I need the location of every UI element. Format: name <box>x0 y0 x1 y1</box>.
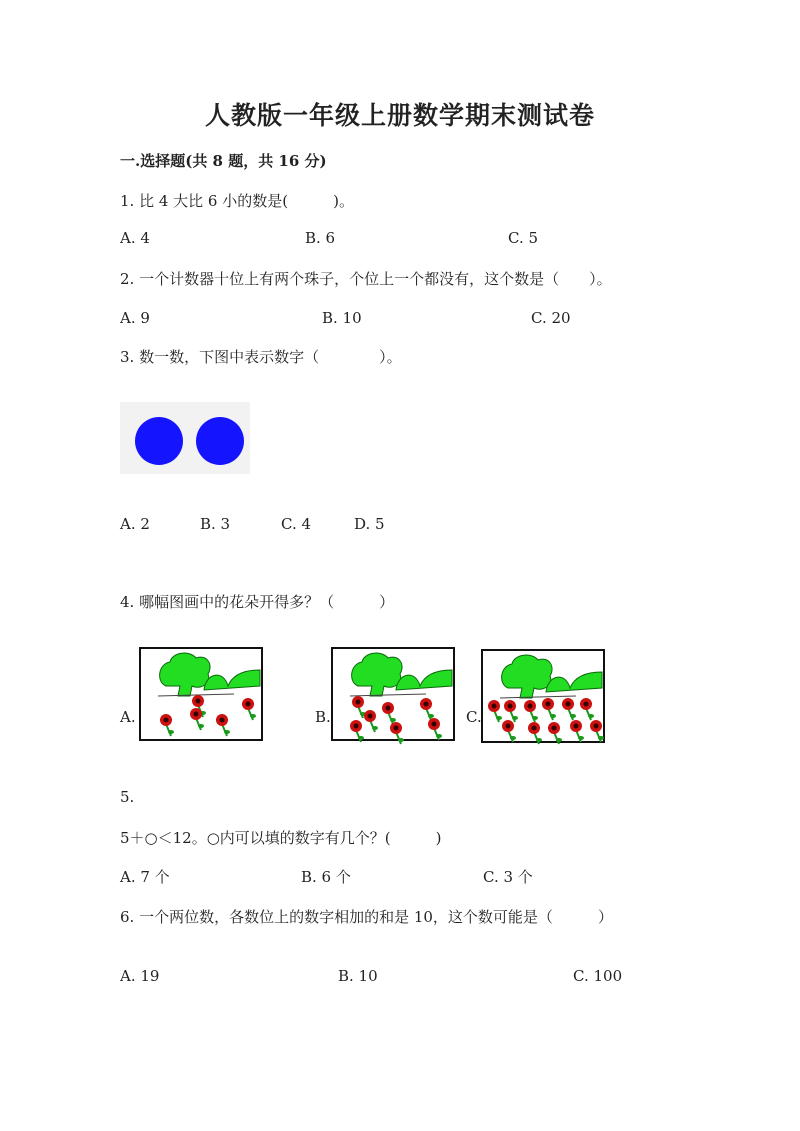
question-1: 1. 比 4 大比 6 小的数是( )。 <box>120 192 354 210</box>
dots-picture <box>120 402 250 474</box>
q1-option-b[interactable]: B. 6 <box>305 229 336 247</box>
q3-option-a[interactable]: A. 2 <box>120 515 150 533</box>
flower-picture-a[interactable] <box>138 646 268 746</box>
flower-picture-b[interactable] <box>330 646 460 746</box>
page-title: 人教版一年级上册数学期末测试卷 <box>204 101 595 130</box>
q2-option-b[interactable]: B. 10 <box>322 309 362 327</box>
flower-picture-c[interactable] <box>480 648 610 746</box>
blue-dot <box>135 417 183 465</box>
question-4: 4. 哪幅图画中的花朵开得多？（ ） <box>120 593 395 611</box>
q1-option-c[interactable]: C. 5 <box>508 229 539 247</box>
question-5: 5＋○＜12。○内可以填的数字有几个？( ) <box>120 829 442 847</box>
blue-dot <box>196 417 244 465</box>
q3-option-c[interactable]: C. 4 <box>281 515 312 533</box>
q5-option-c[interactable]: C. 3 个 <box>483 868 533 886</box>
q4-option-a-label[interactable]: A. <box>120 708 136 726</box>
q5-option-a[interactable]: A. 7 个 <box>120 868 170 886</box>
q2-option-a[interactable]: A. 9 <box>120 309 150 327</box>
question-2: 2. 一个计数器十位上有两个珠子，个位上一个都没有，这个数是（ ）。 <box>120 270 612 288</box>
q3-option-b[interactable]: B. 3 <box>200 515 231 533</box>
q1-option-a[interactable]: A. 4 <box>120 229 150 247</box>
q6-option-a[interactable]: A. 19 <box>120 967 160 985</box>
question-5-number: 5. <box>120 788 135 806</box>
q4-option-c-label[interactable]: C. <box>466 708 482 726</box>
q2-option-c[interactable]: C. 20 <box>531 309 571 327</box>
q6-option-b[interactable]: B. 10 <box>338 967 378 985</box>
q3-option-d[interactable]: D. 5 <box>354 515 385 533</box>
q5-option-b[interactable]: B. 6 个 <box>301 868 351 886</box>
q4-option-b-label[interactable]: B. <box>315 708 331 726</box>
section-heading: 一.选择题(共 8 题，共 16 分) <box>120 152 327 170</box>
q6-option-c[interactable]: C. 100 <box>573 967 623 985</box>
question-3: 3. 数一数，下图中表示数字（ ）。 <box>120 348 402 366</box>
question-6: 6. 一个两位数，各数位上的数字相加的和是 10，这个数可能是（ ） <box>120 908 613 926</box>
